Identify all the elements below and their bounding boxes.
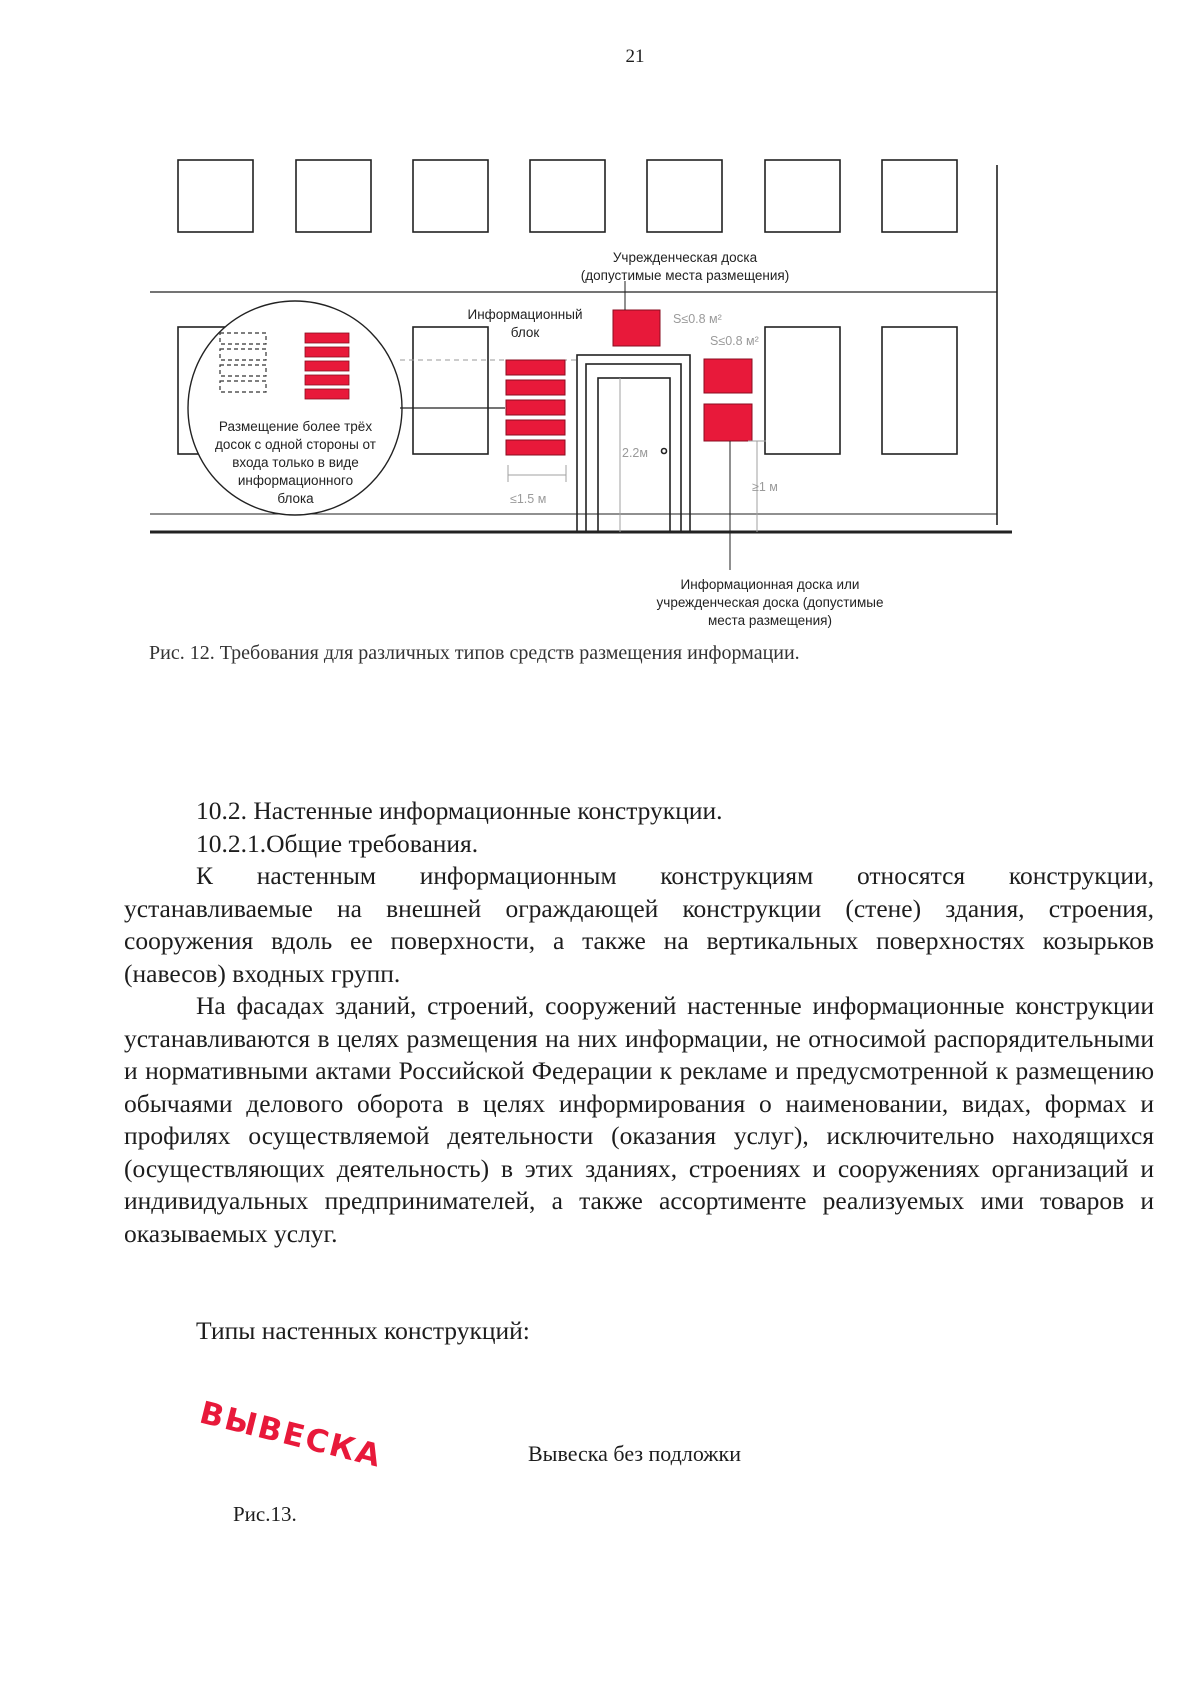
upper-window bbox=[413, 160, 488, 232]
upper-window bbox=[530, 160, 605, 232]
subsection-heading: 10.2.1.Общие требования. bbox=[196, 828, 479, 858]
figure-12-caption: Рис. 12. Требования для различных типов средств размещения информации. bbox=[149, 642, 800, 664]
sign-word-graphic bbox=[186, 1370, 446, 1490]
facade-drawing bbox=[0, 0, 1200, 640]
mini-board bbox=[305, 333, 349, 343]
types-title: Типы настенных конструкций: bbox=[196, 1316, 530, 1345]
info-block-board bbox=[506, 440, 565, 455]
upper-window bbox=[882, 160, 957, 232]
upper-window bbox=[765, 160, 840, 232]
uchrezhd-board-top bbox=[613, 310, 660, 346]
lower-window bbox=[413, 327, 488, 454]
upper-window bbox=[647, 160, 722, 232]
section-heading: 10.2. Настенные информационные конструкции. bbox=[196, 796, 723, 825]
paragraph-1: К настенным информационным конструкциям относятся конструкции, устанавливаемые на внешней ограждающей конструкции (стене) здания, строения, сооружения вдоль ее поверхности, а также на вертикальных поверхностях козырьков (навесов) входных групп. bbox=[124, 861, 1154, 988]
svg-text:ВЫВЕСКА: ВЫВЕСКА bbox=[196, 1394, 386, 1475]
paragraph-2: На фасадах зданий, строений, сооружений настенные информационные конструкции устанавливаются в целях размещения на них информации, не относимой распорядительными и нормативными актами Российской Федерации к рекламе и предусмотренной к размещению обычаями делового оборота в целях информирования о наименовании, видах, формах и профилях осуществляемой деятельности (оказания услуг), исключительно находящихся (осуществляющих деятельность) в этих зданиях, строениях и сооружениях организаций и индивидуальных предпринимателей, а также ассортименте реализуемых ими товаров и оказываемых услуг. bbox=[124, 991, 1154, 1248]
upper-window bbox=[178, 160, 253, 232]
mini-board bbox=[305, 347, 349, 357]
info-block-board bbox=[506, 380, 565, 395]
side-board-lower bbox=[704, 404, 752, 441]
mini-board bbox=[305, 389, 349, 399]
lower-window bbox=[882, 327, 957, 454]
figure-13-label: Рис.13. bbox=[233, 1502, 297, 1526]
bottom-note: Информационная доска или учрежденческая доска (допустимые места размещения) bbox=[656, 577, 884, 628]
mini-board bbox=[305, 361, 349, 371]
section-10-2 bbox=[124, 795, 1154, 1250]
entrance-portal bbox=[577, 355, 690, 532]
circle-note: Размещение более трёх досок с одной стороны от входа только в виде информационного блока bbox=[215, 419, 376, 506]
dim-offset-label: ≥1 м bbox=[752, 480, 778, 494]
page-number: 21 bbox=[625, 46, 645, 67]
info-block-board bbox=[506, 400, 565, 415]
dim-height-label: 2.2м bbox=[622, 446, 648, 460]
area-label-2: S≤0.8 м² bbox=[710, 334, 759, 348]
upper-window bbox=[296, 160, 371, 232]
sign-illustration bbox=[186, 1370, 446, 1490]
figure-12-facade-diagram bbox=[0, 0, 1200, 640]
sign-label: Вывеска без подложки bbox=[528, 1441, 741, 1466]
uchrezhd-label: Учрежденческая доска (допустимые места размещения) bbox=[580, 250, 790, 283]
info-block-board bbox=[506, 360, 565, 375]
info-block-label: Информационный блок bbox=[467, 307, 583, 340]
lower-window bbox=[765, 327, 840, 454]
mini-board bbox=[305, 375, 349, 385]
info-block-board bbox=[506, 420, 565, 435]
area-label-1: S≤0.8 м² bbox=[673, 312, 722, 326]
dim-width-label: ≤1.5 м bbox=[510, 492, 547, 506]
side-board-upper bbox=[704, 359, 752, 393]
